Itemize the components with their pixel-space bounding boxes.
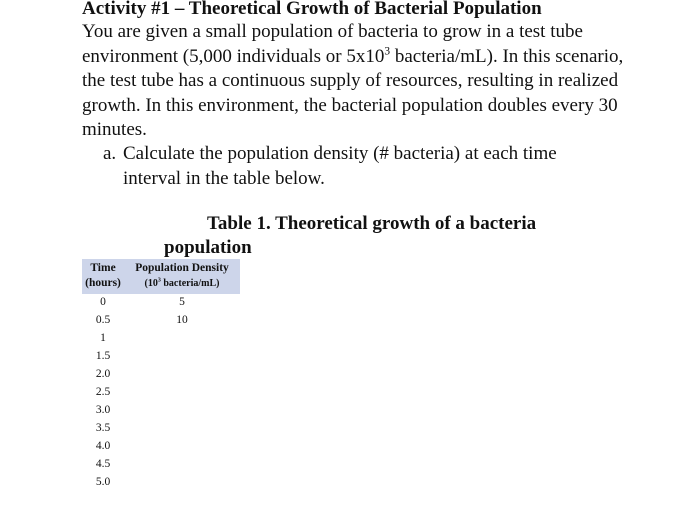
header-time-unit: (hours) (85, 277, 121, 289)
time-cell: 4.0 (95, 440, 111, 452)
instruction-marker: a. (103, 143, 117, 164)
table-row (82, 348, 240, 366)
density-cell (124, 402, 240, 420)
table-row (82, 366, 240, 384)
table-row (82, 420, 240, 438)
time-cell: 1.5 (95, 350, 111, 362)
table-row (82, 294, 240, 312)
instruction-line-2: interval in the table below. (123, 167, 325, 189)
table-caption-line-1: Table 1. Theoretical growth of a bacteria (207, 213, 537, 234)
header-density-label: Population Density (135, 262, 229, 274)
time-cell: 5.0 (95, 476, 111, 488)
time-cell: 2.0 (95, 368, 111, 380)
density-cell: 5 (179, 296, 185, 308)
density-cell (124, 384, 240, 402)
density-cell (124, 420, 240, 438)
intro-paragraph (82, 20, 642, 143)
table-caption-line-2: population (164, 237, 252, 258)
density-cell (124, 474, 240, 492)
density-cell (124, 456, 240, 474)
density-cell: 10 (176, 314, 188, 326)
table-row (82, 384, 240, 402)
table-row (82, 456, 240, 474)
header-time-label: Time (90, 262, 116, 274)
density-cell (124, 330, 240, 348)
table-row (82, 312, 240, 330)
time-cell: 3.5 (95, 422, 111, 434)
intro-exponent: 3 (384, 45, 391, 58)
table-row (82, 474, 240, 492)
table-row (82, 402, 240, 420)
density-cell (124, 366, 240, 384)
header-time (82, 259, 124, 294)
table-row (82, 330, 240, 348)
density-unit-base: (10 (144, 278, 158, 289)
time-cell: 3.0 (95, 404, 111, 416)
table-caption (164, 212, 594, 260)
density-unit-text: bacteria/mL) (160, 278, 220, 289)
header-density (124, 259, 240, 294)
density-unit-exponent: 3 (157, 277, 161, 284)
activity-title: Activity #1 – Theoretical Growth of Bacterial Population (82, 0, 542, 19)
instruction-item-a (103, 142, 623, 191)
instruction-line-1: Calculate the population density (# bacteria) at each time (123, 143, 557, 164)
table-row (82, 438, 240, 456)
header-density-unit (145, 278, 220, 289)
density-cell (124, 438, 240, 456)
growth-table (82, 259, 240, 492)
time-cell: 1 (100, 332, 106, 344)
time-cell: 0.5 (95, 314, 111, 326)
intro-text-start: You are given a small population of bacteria to grow in a test tube environment (5,000 individuals or 5x10 (82, 21, 583, 67)
density-cell (124, 348, 240, 366)
table-header-row (82, 259, 240, 294)
time-cell: 2.5 (95, 386, 111, 398)
intro-text-end: bacteria/mL). In this scenario, the test tube has a continuous supply of resources, resulting in realized growth. In this environment, the bacterial population doubles every 30 minutes. (82, 45, 624, 140)
time-cell: 0 (100, 296, 106, 308)
time-cell: 4.5 (95, 458, 111, 470)
table-body (82, 294, 240, 492)
